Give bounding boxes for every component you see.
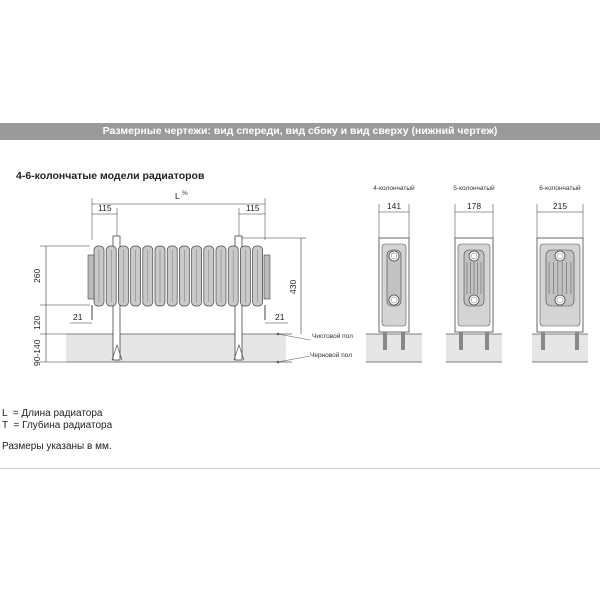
offset-right-label: 115 bbox=[246, 203, 260, 213]
side-view-label: 4-колончатый bbox=[373, 185, 415, 192]
height-total-label: 430 bbox=[288, 279, 298, 294]
units-note: Размеры указаны в мм. bbox=[2, 441, 112, 452]
side-view-width: 178 bbox=[466, 201, 482, 211]
side-view-4-column bbox=[366, 184, 422, 362]
offset-left-label: 115 bbox=[98, 203, 112, 213]
legend-item-depth: T = Глубина радиатора bbox=[2, 420, 113, 431]
length-superscript: % bbox=[182, 190, 188, 197]
length-label: L bbox=[175, 191, 180, 201]
foot-right-label: 21 bbox=[275, 312, 285, 322]
legend bbox=[2, 408, 112, 432]
floor-band bbox=[66, 334, 286, 362]
height-body-label: 260 bbox=[32, 268, 42, 283]
finish-floor-label: Чистовой пол bbox=[312, 333, 353, 340]
page-header: Размерные чертежи: вид спереди, вид сбоку и вид сверху (нижний чертеж) bbox=[0, 123, 600, 140]
side-view-5-column bbox=[446, 184, 502, 362]
side-view-width: 141 bbox=[386, 201, 402, 211]
legend-item-length: L = Длина радиатора bbox=[2, 408, 103, 419]
floor-range-label: 90-140 bbox=[32, 339, 42, 366]
side-view-label: 5-колончатый bbox=[453, 185, 495, 192]
height-feet-label: 120 bbox=[32, 315, 42, 330]
foot-left-label: 21 bbox=[73, 312, 83, 322]
side-view-width: 215 bbox=[552, 201, 568, 211]
side-view-6-column bbox=[532, 184, 588, 362]
section-title: 4-6-колончатые модели радиаторов bbox=[16, 170, 205, 182]
side-view-label: 6-колончатый bbox=[539, 185, 581, 192]
rough-floor-label: Черновой пол bbox=[310, 352, 352, 359]
